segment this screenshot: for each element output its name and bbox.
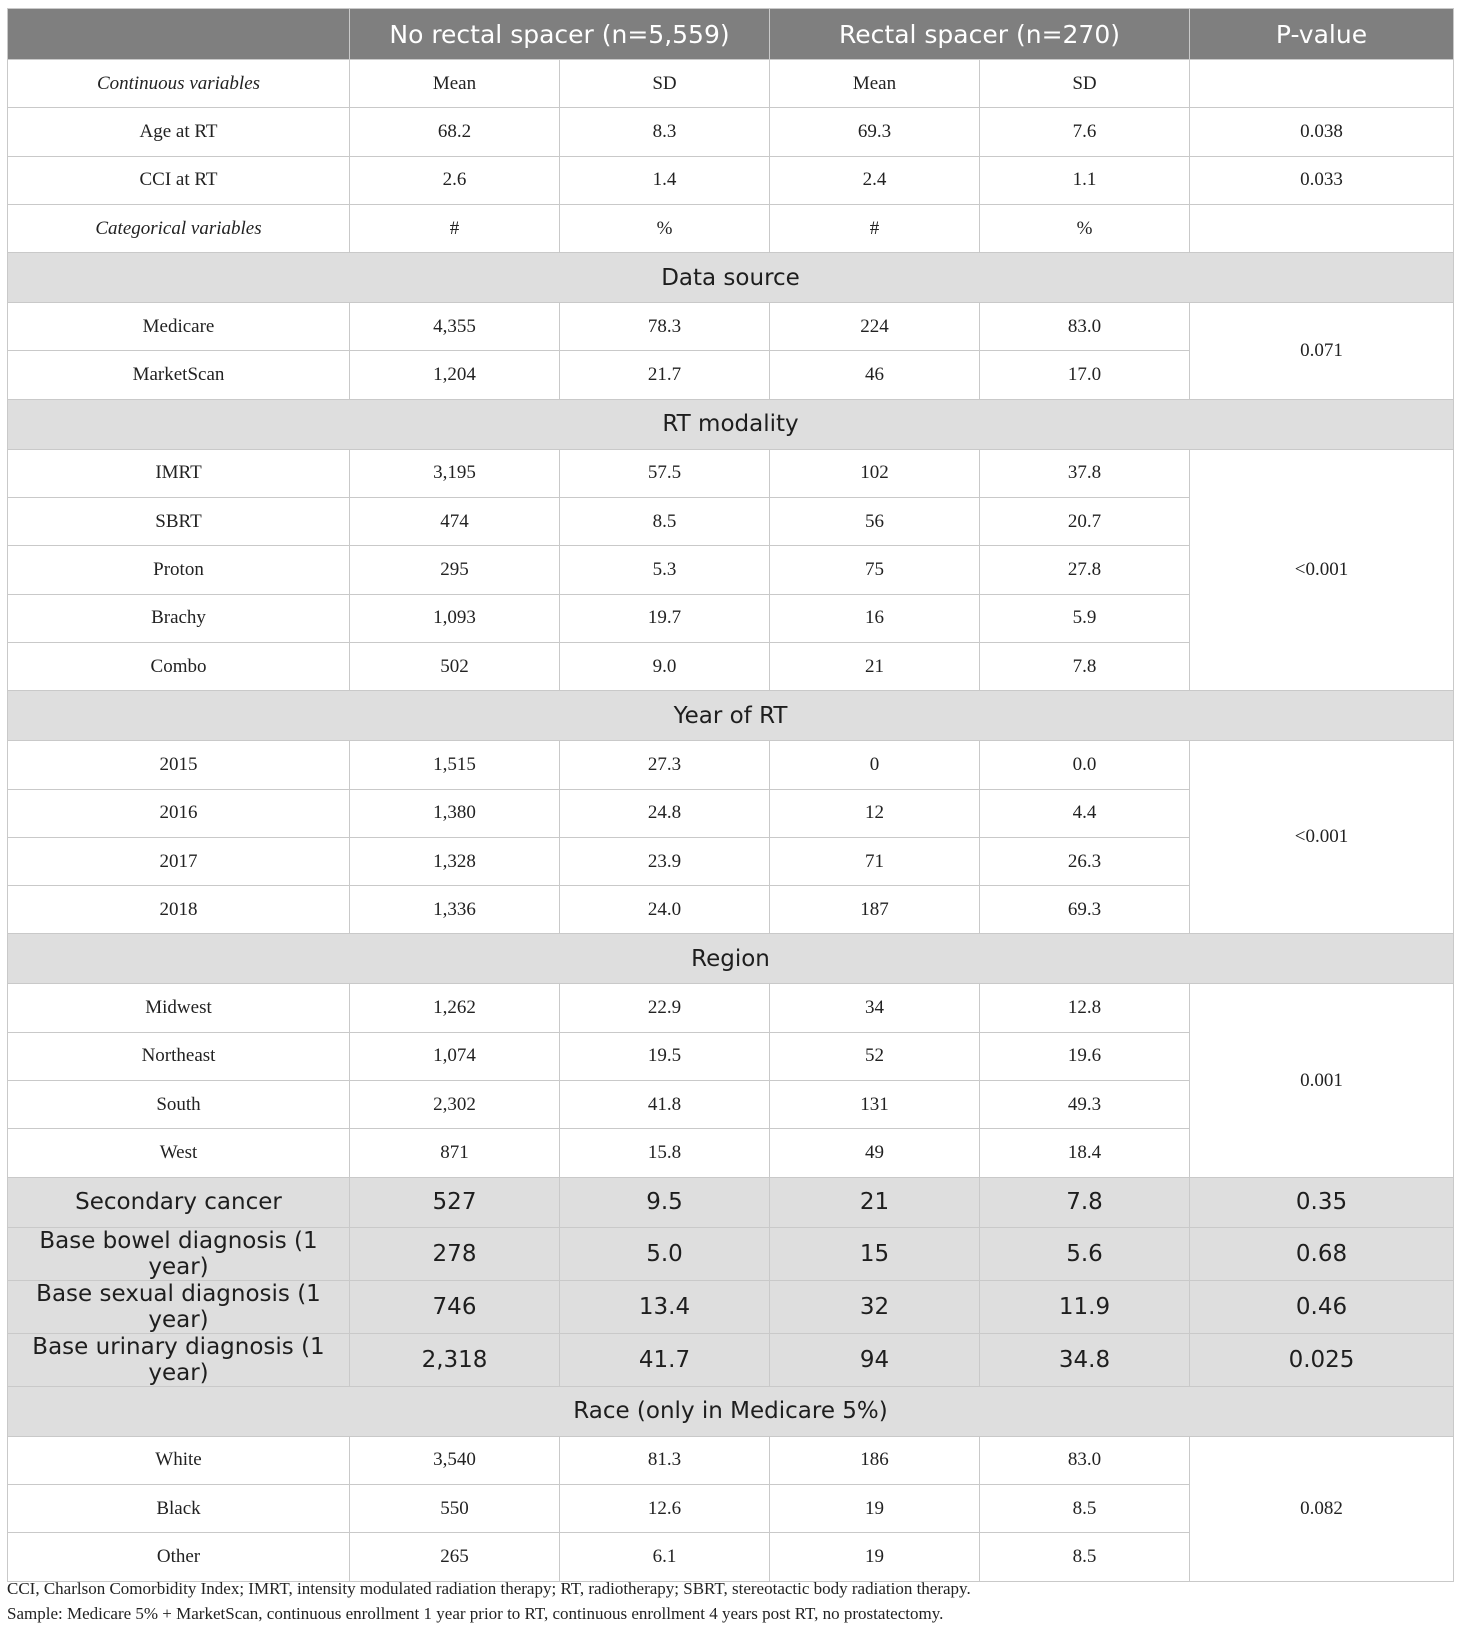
value-cell: 7.8 xyxy=(980,642,1190,690)
pvalue-cell: 0.071 xyxy=(1190,303,1454,400)
value-cell: 21 xyxy=(770,1177,980,1227)
value-cell: 75 xyxy=(770,546,980,594)
value-cell: 8.5 xyxy=(560,498,770,546)
row-label: Categorical variables xyxy=(8,204,350,252)
table-footnotes xyxy=(7,1576,1453,1626)
value-cell: 49.3 xyxy=(980,1081,1190,1129)
row-label: Combo xyxy=(8,642,350,690)
pvalue-cell: 0.46 xyxy=(1190,1280,1454,1333)
section-header-row xyxy=(8,399,1454,449)
value-cell: 9.5 xyxy=(560,1177,770,1227)
value-cell: 19 xyxy=(770,1533,980,1581)
cohort-characteristics-table xyxy=(7,8,1454,1582)
pvalue-cell: <0.001 xyxy=(1190,449,1454,690)
value-cell: 1,074 xyxy=(350,1032,560,1080)
value-cell: 1,093 xyxy=(350,594,560,642)
row-label: Continuous variables xyxy=(8,60,350,108)
value-cell: 94 xyxy=(770,1333,980,1386)
value-cell: 13.4 xyxy=(560,1280,770,1333)
pvalue-cell: 0.025 xyxy=(1190,1333,1454,1386)
value-cell: 5.0 xyxy=(560,1227,770,1280)
value-cell: 2,302 xyxy=(350,1081,560,1129)
pvalue-cell: 0.082 xyxy=(1190,1436,1454,1581)
subheader-cell: SD xyxy=(560,60,770,108)
value-cell: 52 xyxy=(770,1032,980,1080)
subheader-cell: SD xyxy=(980,60,1190,108)
value-cell: 15 xyxy=(770,1227,980,1280)
value-cell: 12.8 xyxy=(980,984,1190,1032)
section-title: RT modality xyxy=(8,399,1454,449)
value-cell: 71 xyxy=(770,837,980,885)
row-label: Northeast xyxy=(8,1032,350,1080)
section-title: Race (only in Medicare 5%) xyxy=(8,1386,1454,1436)
value-cell: 6.1 xyxy=(560,1533,770,1581)
value-cell: 16 xyxy=(770,594,980,642)
row-label: 2016 xyxy=(8,789,350,837)
pvalue-cell: 0.001 xyxy=(1190,984,1454,1177)
value-cell: 2,318 xyxy=(350,1333,560,1386)
value-cell: 37.8 xyxy=(980,449,1190,497)
value-cell: 57.5 xyxy=(560,449,770,497)
value-cell: 871 xyxy=(350,1129,560,1177)
value-cell: 131 xyxy=(770,1081,980,1129)
value-cell: 4,355 xyxy=(350,303,560,351)
value-cell: 69.3 xyxy=(770,108,980,156)
table-row xyxy=(8,156,1454,204)
pvalue-cell: 0.35 xyxy=(1190,1177,1454,1227)
row-label: West xyxy=(8,1129,350,1177)
value-cell: 0.0 xyxy=(980,741,1190,789)
subheader-cell: % xyxy=(980,204,1190,252)
value-cell: 474 xyxy=(350,498,560,546)
value-cell: 102 xyxy=(770,449,980,497)
value-cell: 41.7 xyxy=(560,1333,770,1386)
value-cell: 83.0 xyxy=(980,1436,1190,1484)
value-cell: 11.9 xyxy=(980,1280,1190,1333)
row-label: SBRT xyxy=(8,498,350,546)
table-row xyxy=(8,741,1454,789)
value-cell: 18.4 xyxy=(980,1129,1190,1177)
value-cell: 19.6 xyxy=(980,1032,1190,1080)
subheader-cell: % xyxy=(560,204,770,252)
value-cell: 5.3 xyxy=(560,546,770,594)
subheader-cell: Mean xyxy=(350,60,560,108)
footnote-abbreviations: CCI, Charlson Comorbidity Index; IMRT, intensity modulated radiation therapy; RT, radiotherapy; SBRT, stereotactic body radiation therapy. xyxy=(7,1579,971,1598)
row-label: Black xyxy=(8,1484,350,1532)
value-cell: 4.4 xyxy=(980,789,1190,837)
value-cell: 746 xyxy=(350,1280,560,1333)
header-row xyxy=(8,9,1454,60)
value-cell: 68.2 xyxy=(350,108,560,156)
value-cell: 23.9 xyxy=(560,837,770,885)
value-cell: 19.5 xyxy=(560,1032,770,1080)
value-cell: 0 xyxy=(770,741,980,789)
empty-cell xyxy=(1190,204,1454,252)
header-spacer: Rectal spacer (n=270) xyxy=(770,9,1190,60)
value-cell: 78.3 xyxy=(560,303,770,351)
value-cell: 295 xyxy=(350,546,560,594)
value-cell: 81.3 xyxy=(560,1436,770,1484)
section-title: Region xyxy=(8,934,1454,984)
row-label: Brachy xyxy=(8,594,350,642)
value-cell: 1,515 xyxy=(350,741,560,789)
value-cell: 187 xyxy=(770,886,980,934)
row-label: Secondary cancer xyxy=(8,1177,350,1227)
value-cell: 502 xyxy=(350,642,560,690)
section-header-row xyxy=(8,691,1454,741)
value-cell: 19.7 xyxy=(560,594,770,642)
value-cell: 8.5 xyxy=(980,1484,1190,1532)
value-cell: 34 xyxy=(770,984,980,1032)
section-title: Year of RT xyxy=(8,691,1454,741)
pvalue-cell: 0.038 xyxy=(1190,108,1454,156)
section-header-row xyxy=(8,253,1454,303)
section-header-row xyxy=(8,934,1454,984)
value-cell: 56 xyxy=(770,498,980,546)
value-cell: 41.8 xyxy=(560,1081,770,1129)
table-body xyxy=(8,60,1454,1582)
value-cell: 27.3 xyxy=(560,741,770,789)
value-cell: 69.3 xyxy=(980,886,1190,934)
subheader-cell: # xyxy=(350,204,560,252)
value-cell: 24.0 xyxy=(560,886,770,934)
highlighted-row xyxy=(8,1177,1454,1227)
value-cell: 1,262 xyxy=(350,984,560,1032)
row-label: MarketScan xyxy=(8,351,350,399)
value-cell: 22.9 xyxy=(560,984,770,1032)
value-cell: 15.8 xyxy=(560,1129,770,1177)
value-cell: 1,204 xyxy=(350,351,560,399)
row-label: 2015 xyxy=(8,741,350,789)
value-cell: 12.6 xyxy=(560,1484,770,1532)
empty-cell xyxy=(1190,60,1454,108)
value-cell: 8.5 xyxy=(980,1533,1190,1581)
highlighted-row xyxy=(8,1227,1454,1280)
value-cell: 224 xyxy=(770,303,980,351)
row-label: 2018 xyxy=(8,886,350,934)
highlighted-row xyxy=(8,1280,1454,1333)
value-cell: 5.6 xyxy=(980,1227,1190,1280)
value-cell: 265 xyxy=(350,1533,560,1581)
value-cell: 20.7 xyxy=(980,498,1190,546)
row-label: IMRT xyxy=(8,449,350,497)
value-cell: 186 xyxy=(770,1436,980,1484)
row-label: CCI at RT xyxy=(8,156,350,204)
table-row xyxy=(8,1436,1454,1484)
row-label: Midwest xyxy=(8,984,350,1032)
subheader-cell: # xyxy=(770,204,980,252)
row-label: Medicare xyxy=(8,303,350,351)
continuous-subheader-row xyxy=(8,60,1454,108)
value-cell: 83.0 xyxy=(980,303,1190,351)
row-label: 2017 xyxy=(8,837,350,885)
row-label: White xyxy=(8,1436,350,1484)
row-label: Age at RT xyxy=(8,108,350,156)
value-cell: 8.3 xyxy=(560,108,770,156)
value-cell: 1.1 xyxy=(980,156,1190,204)
row-label: Proton xyxy=(8,546,350,594)
pvalue-cell: 0.033 xyxy=(1190,156,1454,204)
row-label: Base bowel diagnosis (1 year) xyxy=(8,1227,350,1280)
table-row xyxy=(8,108,1454,156)
value-cell: 17.0 xyxy=(980,351,1190,399)
pvalue-cell: <0.001 xyxy=(1190,741,1454,934)
table-row xyxy=(8,449,1454,497)
value-cell: 32 xyxy=(770,1280,980,1333)
table-row xyxy=(8,303,1454,351)
value-cell: 1,380 xyxy=(350,789,560,837)
value-cell: 12 xyxy=(770,789,980,837)
row-label: Other xyxy=(8,1533,350,1581)
value-cell: 278 xyxy=(350,1227,560,1280)
value-cell: 24.8 xyxy=(560,789,770,837)
row-label: Base urinary diagnosis (1 year) xyxy=(8,1333,350,1386)
subheader-cell: Mean xyxy=(770,60,980,108)
categorical-subheader-row xyxy=(8,204,1454,252)
value-cell: 7.6 xyxy=(980,108,1190,156)
value-cell: 46 xyxy=(770,351,980,399)
value-cell: 3,540 xyxy=(350,1436,560,1484)
section-header-row xyxy=(8,1386,1454,1436)
header-no-spacer: No rectal spacer (n=5,559) xyxy=(350,9,770,60)
value-cell: 1.4 xyxy=(560,156,770,204)
highlighted-row xyxy=(8,1333,1454,1386)
value-cell: 21 xyxy=(770,642,980,690)
pvalue-cell: 0.68 xyxy=(1190,1227,1454,1280)
table-row xyxy=(8,984,1454,1032)
header-blank-cell xyxy=(8,9,350,60)
value-cell: 9.0 xyxy=(560,642,770,690)
value-cell: 7.8 xyxy=(980,1177,1190,1227)
value-cell: 527 xyxy=(350,1177,560,1227)
header-pvalue: P-value xyxy=(1190,9,1454,60)
footnote-sample: Sample: Medicare 5% + MarketScan, continuous enrollment 1 year prior to RT, continuous enrollment 4 years post RT, no prostatectomy. xyxy=(7,1604,944,1623)
value-cell: 34.8 xyxy=(980,1333,1190,1386)
row-label: South xyxy=(8,1081,350,1129)
value-cell: 2.6 xyxy=(350,156,560,204)
row-label: Base sexual diagnosis (1 year) xyxy=(8,1280,350,1333)
value-cell: 5.9 xyxy=(980,594,1190,642)
value-cell: 550 xyxy=(350,1484,560,1532)
value-cell: 21.7 xyxy=(560,351,770,399)
value-cell: 3,195 xyxy=(350,449,560,497)
value-cell: 26.3 xyxy=(980,837,1190,885)
value-cell: 1,328 xyxy=(350,837,560,885)
value-cell: 1,336 xyxy=(350,886,560,934)
value-cell: 49 xyxy=(770,1129,980,1177)
value-cell: 27.8 xyxy=(980,546,1190,594)
section-title: Data source xyxy=(8,253,1454,303)
value-cell: 2.4 xyxy=(770,156,980,204)
value-cell: 19 xyxy=(770,1484,980,1532)
